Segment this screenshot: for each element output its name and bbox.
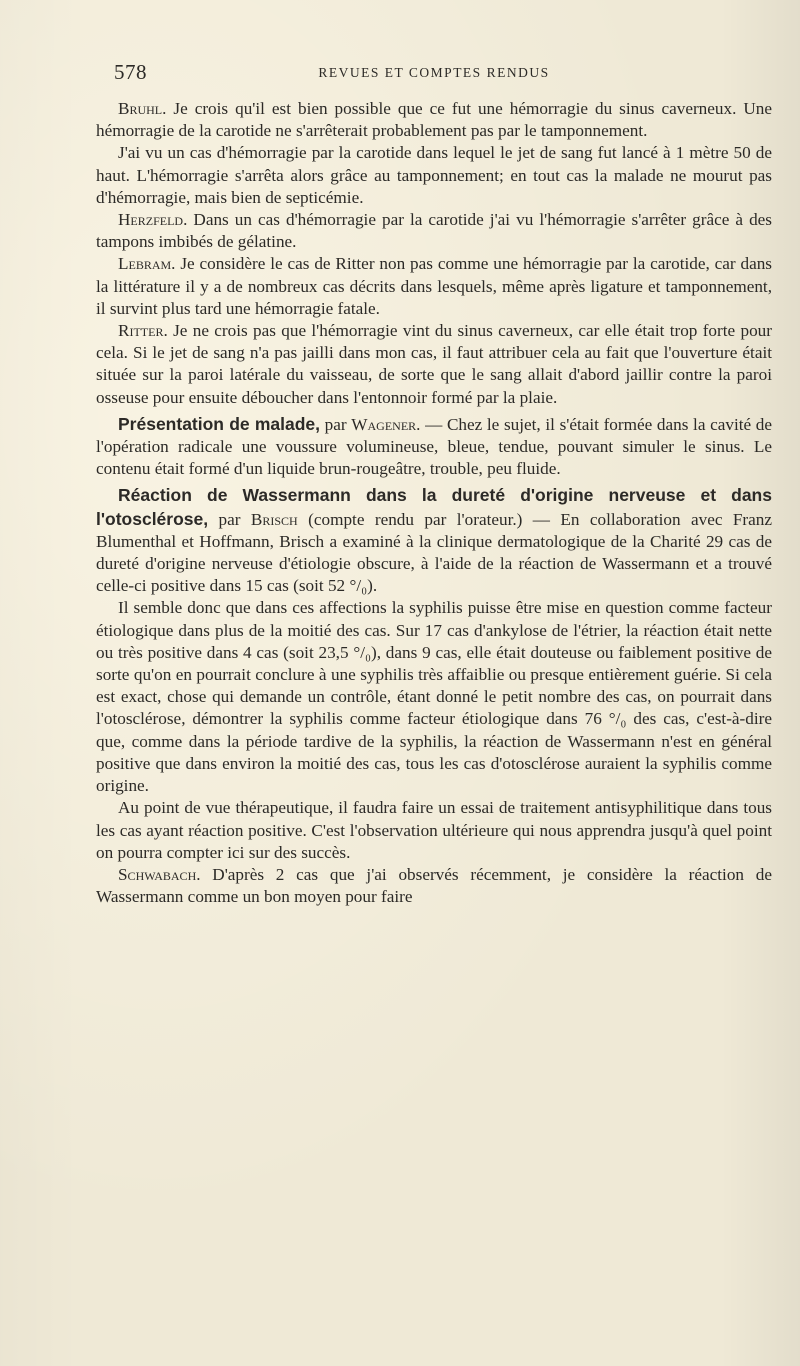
paragraph-text: Je considère le cas de Ritter non pas comme une hémorragie par la carotide, car dans la littérature il y a de nombreux cas décrits dans lesquels, même après ligature et tamponnement, il survint plus tard une hémorragie fatale.	[96, 254, 772, 318]
paragraph-ritter	[96, 320, 772, 409]
section-wassermann	[96, 484, 772, 597]
speaker-name: Lebram.	[118, 254, 176, 274]
paragraph-text: J'ai vu un cas d'hémorragie par la carotide dans lequel le jet de sang fut lancé à 1 mètre 50 de haut. L'hémorragie s'arrêta alors grâce au tamponnement; en tout cas la malade ne mourut pas d'hémorragie, mais bien de septicémie.	[96, 143, 772, 207]
speaker-name: Herzfeld.	[118, 210, 188, 230]
page-header	[96, 48, 772, 88]
section-title: Réaction de Wassermann dans la dureté d'origine nerveuse et dans l'otosclérose,	[96, 485, 772, 529]
speaker-name: Bruhl.	[118, 99, 167, 118]
speaker-name: Ritter.	[118, 321, 168, 341]
paragraph-text: Je crois qu'il est bien possible que ce fut une hémorragie du sinus caverneux. Une hémorragie de la carotide ne s'arrêterait probablement pas par le tamponnement.	[96, 99, 772, 141]
paragraph-therapeutique: Au point de vue thérapeutique, il faudra faire un essai de traitement antisyphilitique dans tous les cas ayant réaction positive. C'est l'observation ultérieure qui nous apprendra jusqu'à quel point on pourra compter ici sur des succès.	[96, 798, 772, 862]
paragraph-syphilis: Il semble donc que dans ces affections la syphilis puisse être mise en question comme facteur étiologique dans plus de la moitié des cas. Sur 17 cas d'ankylose de l'étrier, la réaction était nette ou très positive dans 4 cas (soit 23,5 °/₀), dans 9 cas, elle était douteuse ou faiblement positive de sorte qu'on en pourrait conclure à une syphilis très affaiblie ou presque entièrement guérie. Si cela est exact, chose qui demande un contrôle, étant donné le petit nombre des cas, on pourrait dans l'otosclérose, démontrer la syphilis comme facteur étiologique dans 76 °/₀ des cas, c'est-à-dire que, comme dans la période tardive de la syphilis, la réaction de Wassermann n'est en général positive que dans environ la moitié des cas, tous les cas d'otosclérose auraient la syphilis comme origine.	[96, 598, 772, 796]
paragraph-text: — Chez le sujet, il s'était formée dans la cavité de l'opération radicale une voussure volumineuse, bleue, tendue, pouvant simuler le sinus. Le contenu était formé d'un liquide brun-rougeâtre, trouble, peu fluide.	[96, 414, 772, 479]
page-number: 578	[114, 60, 147, 84]
paragraph-bruhl-cont	[96, 142, 772, 209]
paragraph-text: Je ne crois pas que l'hémorragie vint du sinus caverneux, car elle était trop forte pour cela. Si le jet de sang n'a pas jailli dans mon cas, il faut attribuer cela au fait que l'ouverture était située sur la paroi latérale du vaisseau, de sorte que le sang allait d'abord jaillir contre la paroi osseuse pour ensuite déboucher dans l'entonnoir formé par la plaie.	[96, 321, 772, 407]
paragraph-text: Dans un cas d'hémorragie par la carotide j'ai vu l'hémorragie s'arrêter grâce à des tampons imbibés de gélatine.	[96, 210, 772, 252]
journal-page	[96, 48, 772, 908]
paragraph-bruhl	[96, 98, 772, 142]
by-word: par	[208, 509, 251, 529]
section-presentation	[96, 413, 772, 481]
paragraph-lebram	[96, 253, 772, 320]
section-title: Présentation de malade,	[118, 413, 321, 434]
paragraph-schwabach	[96, 864, 772, 908]
paragraph-text: D'après 2 cas que j'ai observés récemment, je considère la réaction de Wassermann comme un bon moyen pour faire	[96, 864, 772, 907]
section-author: Brisch	[250, 509, 298, 529]
running-head: REVUES ET COMPTES RENDUS	[318, 65, 550, 80]
by-word: par	[320, 414, 352, 434]
speaker-name: Schwabach.	[118, 864, 201, 884]
article-body	[96, 98, 772, 908]
section-author: Wagener.	[351, 414, 421, 434]
paragraph-text: (compte rendu par l'orateur.) — En collaboration avec Franz Blumenthal et Hoffmann, Brisch a examiné à la clinique dermatologique de la Charité 29 cas de dureté d'origine nerveuse d'étiologie obscure, à l'aide de la réaction de Wassermann et a trouvé celle-ci positive dans 15 cas (soit 52 °/₀).	[96, 509, 773, 596]
paragraph-herzfeld	[96, 209, 772, 253]
